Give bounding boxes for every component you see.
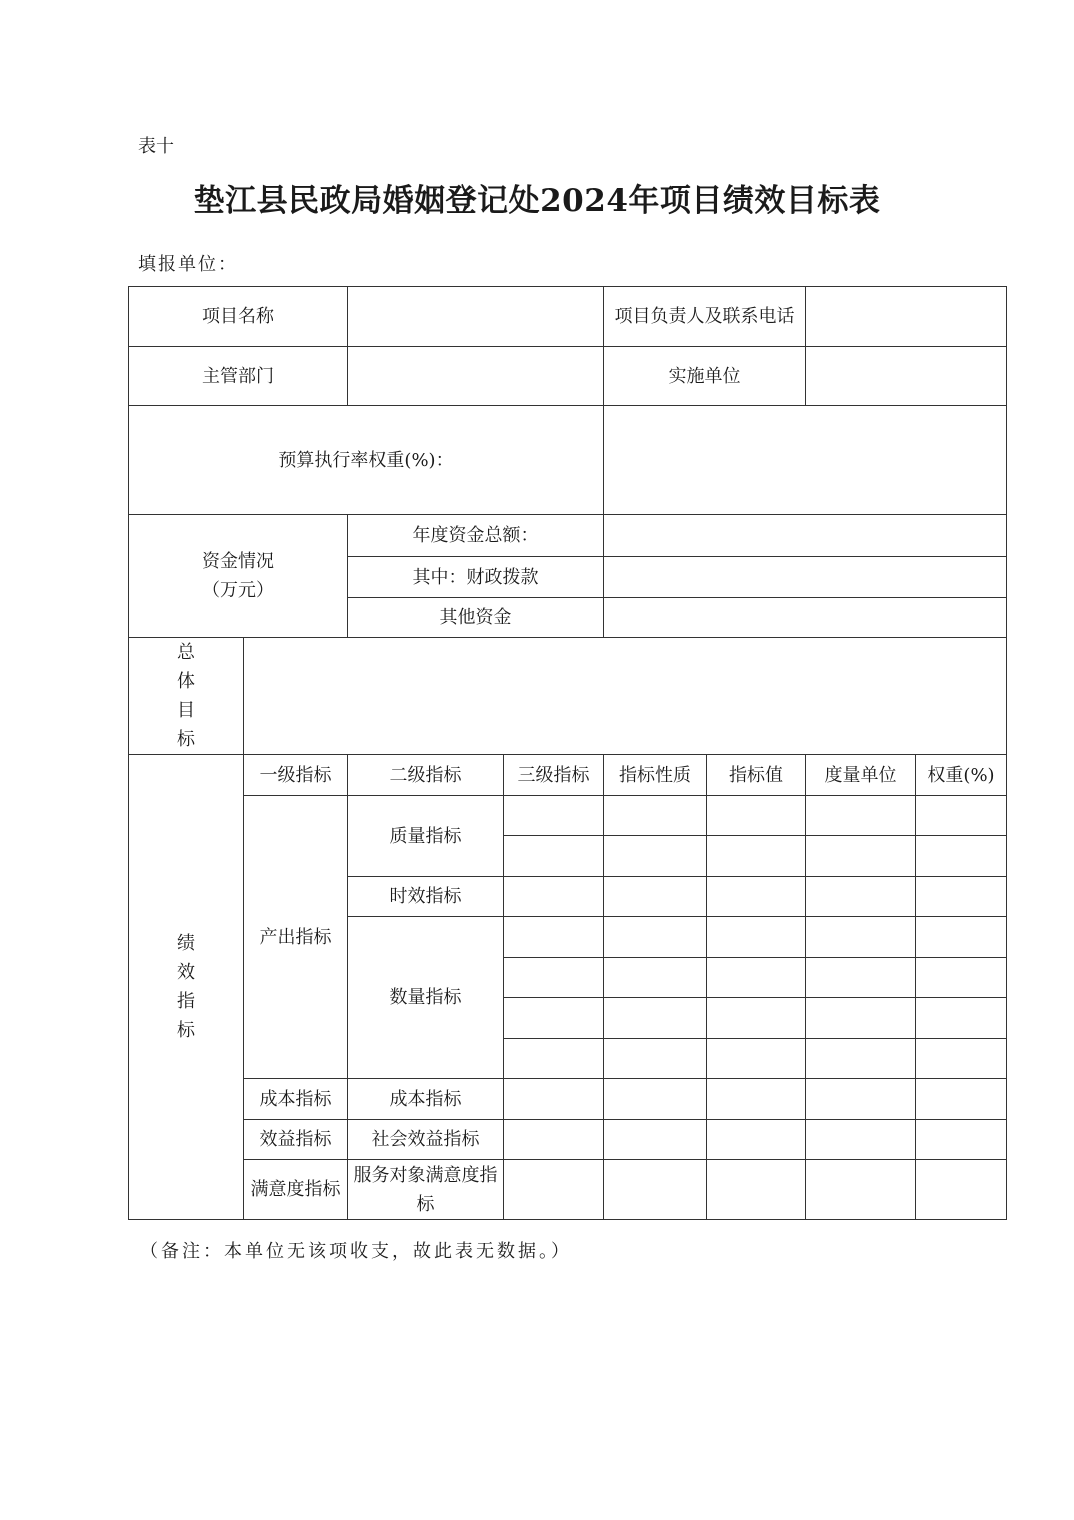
table-cell [504, 958, 604, 998]
table-cell [604, 877, 707, 917]
table-cell [806, 1120, 916, 1160]
table-cell [604, 836, 707, 877]
table-cell [916, 958, 1007, 998]
supervising-dept-label: 主管部门 [129, 347, 348, 406]
table-cell [504, 917, 604, 958]
table-cell [806, 877, 916, 917]
budget-rate-weight-value [604, 406, 1007, 515]
table-cell [604, 917, 707, 958]
implementing-unit-label: 实施单位 [604, 347, 806, 406]
table-cell [806, 958, 916, 998]
benefit-indicator-l2: 社会效益指标 [348, 1120, 504, 1160]
table-cell [604, 958, 707, 998]
project-name-label: 项目名称 [129, 287, 348, 347]
table-cell [707, 998, 806, 1039]
overall-goal-label: 总体目标 [177, 642, 195, 750]
table-cell [806, 1160, 916, 1220]
table-cell [806, 796, 916, 836]
project-name-value [348, 287, 604, 347]
table-cell [604, 1160, 707, 1220]
funds-unit: （万元） [202, 580, 274, 601]
table-number: 表十 [138, 136, 174, 157]
table-cell [504, 998, 604, 1039]
table-cell [916, 1039, 1007, 1079]
table-cell [604, 796, 707, 836]
table-cell [504, 1079, 604, 1120]
table-cell [806, 1039, 916, 1079]
table-cell [504, 877, 604, 917]
table-cell [707, 1039, 806, 1079]
overall-goal-label-cell [129, 638, 244, 755]
budget-rate-weight-label: 预算执行率权重(%)： [129, 406, 604, 515]
table-cell [707, 917, 806, 958]
header-unit: 度量单位 [806, 755, 916, 796]
header-level2: 二级指标 [348, 755, 504, 796]
document-title: 垫江县民政局婚姻登记处2024年项目绩效目标表 [193, 183, 881, 219]
table-cell [707, 836, 806, 877]
header-level1: 一级指标 [244, 755, 348, 796]
table-cell [916, 1160, 1007, 1220]
table-cell [916, 836, 1007, 877]
table-cell [707, 1160, 806, 1220]
table-cell [504, 836, 604, 877]
performance-label-cell [129, 755, 244, 1220]
output-indicator-label: 产出指标 [244, 796, 348, 1079]
header-value: 指标值 [707, 755, 806, 796]
annual-total-label: 年度资金总额： [348, 515, 604, 557]
table-cell [504, 796, 604, 836]
table-cell [707, 1120, 806, 1160]
other-funds-value [604, 598, 1007, 638]
table-cell [916, 796, 1007, 836]
table-cell [806, 998, 916, 1039]
cost-indicator-l1: 成本指标 [244, 1079, 348, 1120]
table-cell [504, 1120, 604, 1160]
other-funds-label: 其他资金 [348, 598, 604, 638]
table-cell [916, 1079, 1007, 1120]
supervising-dept-value [348, 347, 604, 406]
table-cell [806, 917, 916, 958]
timeliness-indicator-label: 时效指标 [348, 877, 504, 917]
table-cell [707, 877, 806, 917]
performance-label: 绩效指标 [177, 933, 195, 1041]
satisfaction-indicator-l1: 满意度指标 [244, 1160, 348, 1220]
table-cell [707, 796, 806, 836]
table-cell [604, 1039, 707, 1079]
header-weight: 权重(%) [916, 755, 1007, 796]
cost-indicator-l2: 成本指标 [348, 1079, 504, 1120]
funds-label-cell [129, 515, 348, 638]
table-cell [504, 1039, 604, 1079]
project-owner-value [806, 287, 1007, 347]
implementing-unit-value [806, 347, 1007, 406]
table-cell [707, 1079, 806, 1120]
fiscal-allocation-value [604, 557, 1007, 598]
reporting-unit-label: 填报单位： [138, 254, 238, 275]
quantity-indicator-label: 数量指标 [348, 917, 504, 1079]
table-cell [604, 1120, 707, 1160]
benefit-indicator-l1: 效益指标 [244, 1120, 348, 1160]
table-cell [916, 877, 1007, 917]
quality-indicator-label: 质量指标 [348, 796, 504, 877]
fiscal-allocation-label: 其中：财政拨款 [348, 557, 604, 598]
table-cell [604, 1079, 707, 1120]
project-owner-label: 项目负责人及联系电话 [604, 287, 806, 347]
table-cell [707, 958, 806, 998]
table-cell [916, 998, 1007, 1039]
performance-target-table [128, 286, 1007, 1220]
header-level3: 三级指标 [504, 755, 604, 796]
overall-goal-value [244, 638, 1007, 755]
header-nature: 指标性质 [604, 755, 707, 796]
table-cell [916, 917, 1007, 958]
table-cell [806, 1079, 916, 1120]
table-cell [806, 836, 916, 877]
table-cell [504, 1160, 604, 1220]
annual-total-value [604, 515, 1007, 557]
table-cell [604, 998, 707, 1039]
funds-label: 资金情况 [202, 551, 274, 572]
table-cell [916, 1120, 1007, 1160]
satisfaction-indicator-l2: 服务对象满意度指标 [348, 1160, 504, 1220]
footnote: （备注：本单位无该项收支，故此表无数据。） [140, 1241, 572, 1262]
